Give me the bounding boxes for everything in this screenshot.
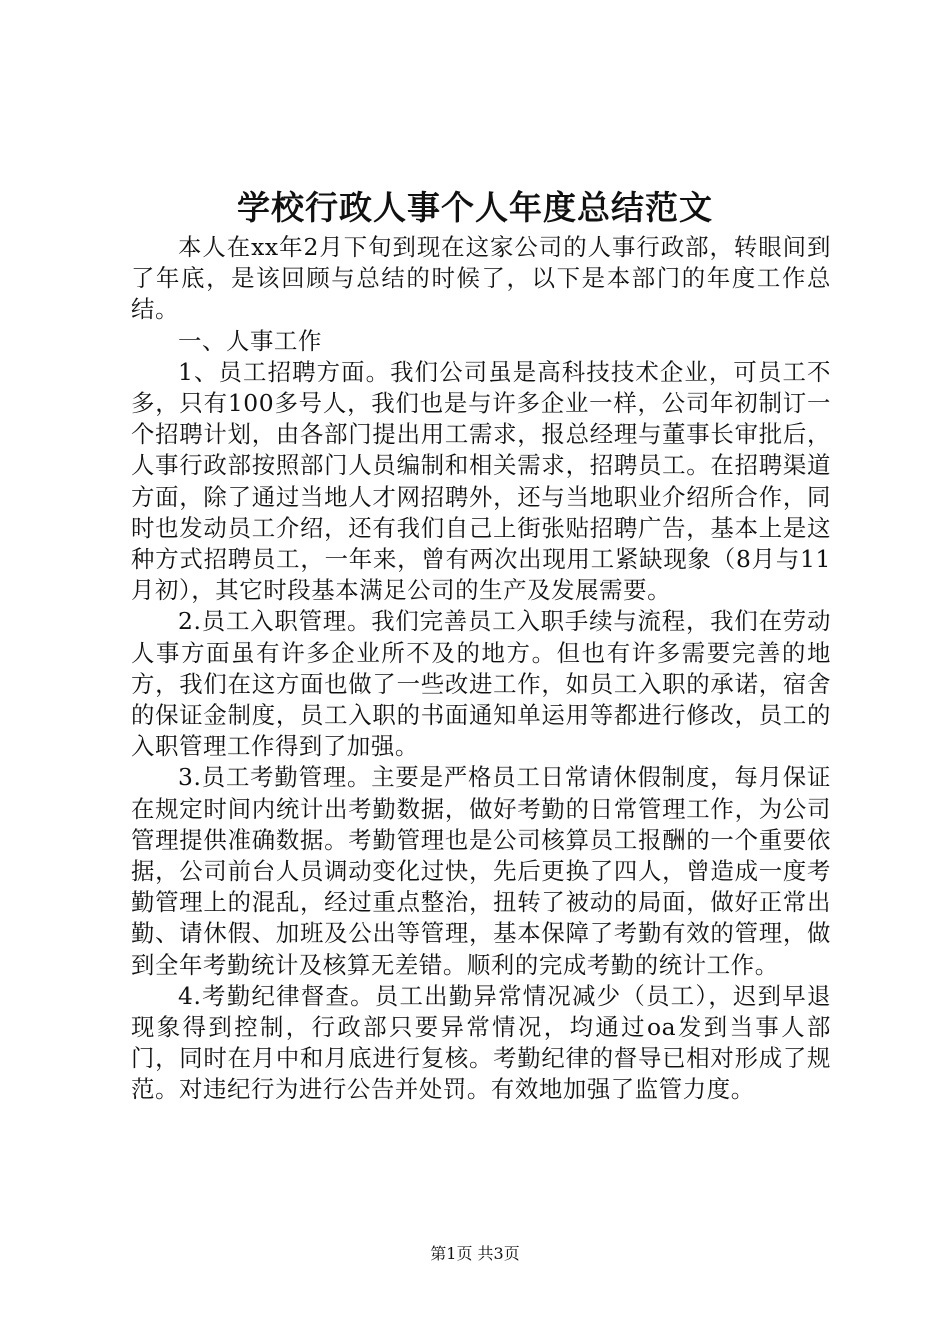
paragraph-recruitment: 1、员工招聘方面。我们公司虽是高科技技术企业，可员工不多，只有100多号人，我们也是与许多企业一样，公司年初制订一个招聘计划，由各部门提出用工需求，报总经理与董事长审批后，人事行政部按照部门人员编制和相关需求，招聘员工。在招聘渠道方面，除了通过当地人才网招聘外，还与当地职业介绍所合作，同时也发动员工介绍，还有我们自己上街张贴招聘广告，基本上是这种方式招聘员工，一年来，曾有两次出现用工紧缺现象（8月与11月初），其它时段基本满足公司的生产及发展需要。 [131,357,831,605]
document-title: 学校行政人事个人年度总结范文 [237,188,713,227]
intro-paragraph: 本人在xx年2月下旬到现在这家公司的人事行政部，转眼间到了年底，是该回顾与总结的时候了，以下是本部门的年度工作总结。 [131,233,831,324]
document-body [131,232,831,1106]
page-number-footer: 第1页 共3页 [430,1244,520,1263]
paragraph-discipline: 4.考勤纪律督查。员工出勤异常情况减少（员工），迟到早退现象得到控制，行政部只要异常情况，均通过oa发到当事人部门，同时在月中和月底进行复核。考勤纪律的督导已相对形成了规范。对违纪行为进行公告并处罚。有效地加强了监管力度。 [131,981,831,1104]
paragraph-attendance: 3.员工考勤管理。主要是严格员工日常请休假制度，每月保证在规定时间内统计出考勤数据，做好考勤的日常管理工作，为公司管理提供准确数据。考勤管理也是公司核算员工报酬的一个重要依据，公司前台人员调动变化过快，先后更换了四人，曾造成一度考勤管理上的混乱，经过重点整治，扭转了被动的局面，做好正常出勤、请休假、加班及公出等管理，基本保障了考勤有效的管理，做到全年考勤统计及核算无差错。顺利的完成考勤的统计工作。 [131,763,831,979]
section-heading-personnel: 一、人事工作 [178,326,322,355]
paragraph-onboarding: 2.员工入职管理。我们完善员工入职手续与流程，我们在劳动人事方面虽有许多企业所不及的地方。但也有许多需要完善的地方，我们在这方面也做了一些改进工作，如员工入职的承诺，宿舍的保证金制度，员工入职的书面通知单运用等都进行修改，员工的入职管理工作得到了加强。 [131,607,831,761]
